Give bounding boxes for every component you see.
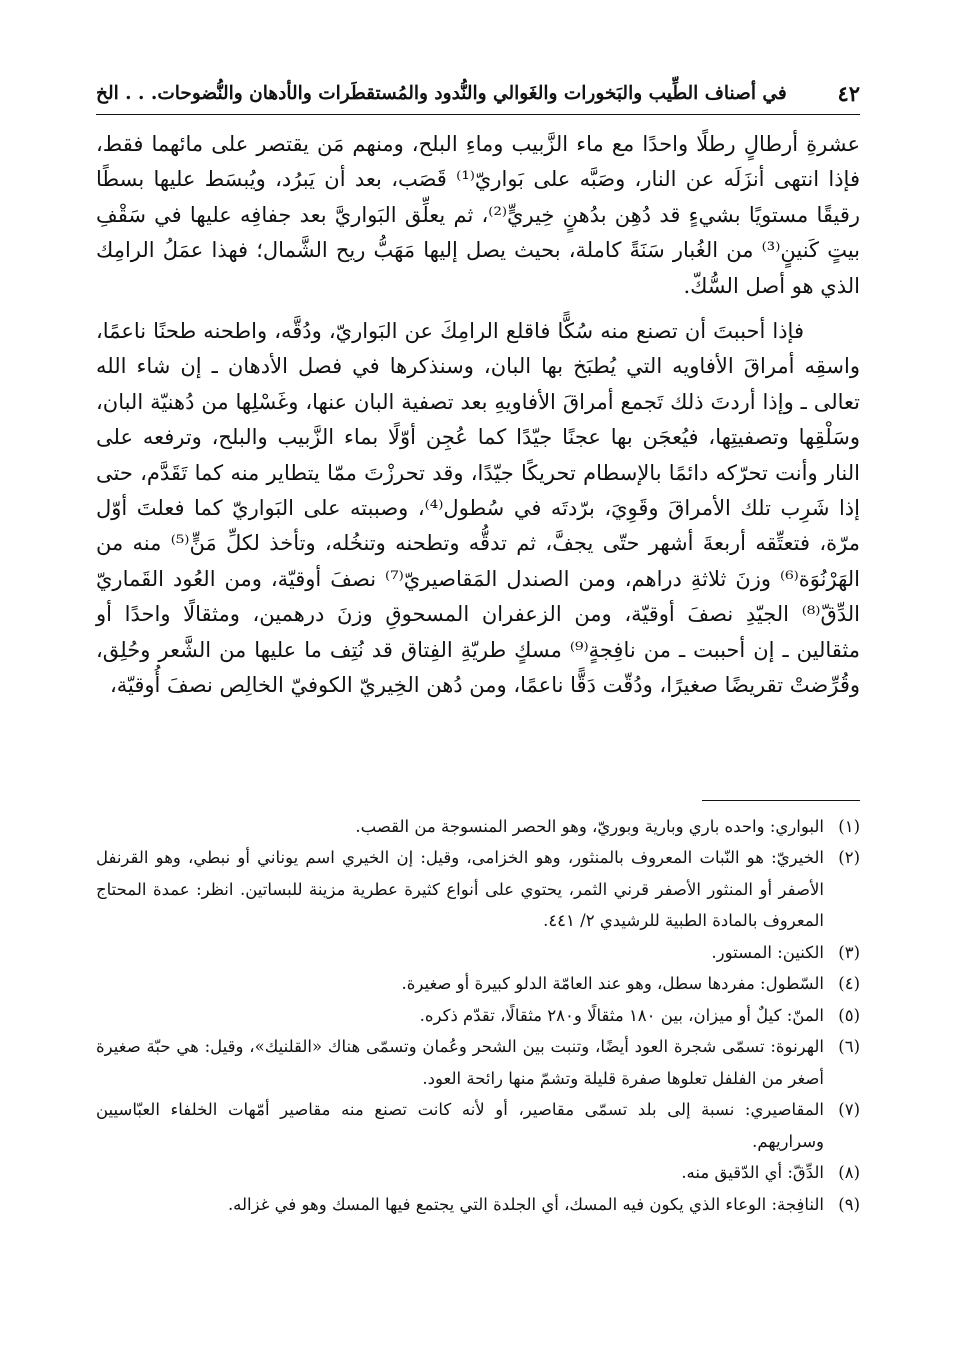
footnote-number: (٣) <box>838 942 860 962</box>
footnote <box>96 1189 860 1221</box>
footnote <box>96 937 860 969</box>
footnote-text: السّطول: مفردها سطل، وهو عند العامّة الدلو كبيرة أو صغيرة. <box>401 974 824 993</box>
footnote-text: الهرنوة: تسمّى شجرة العود أيضًا، وتنبت بين الشحر وعُمان وتسمّى هناك «القلنيك»، وقيل: هي حبّة صغيرة أصغر من الفلفل تعلوها صفرة قليلة وتشمّ منها رائحة العود. <box>96 1037 824 1088</box>
footnote <box>96 1031 860 1094</box>
footnote-number: (٩) <box>838 1194 860 1214</box>
main-text <box>96 127 860 704</box>
running-title: في أصناف الطِّيب والبَخورات والغَوالي والنُّدود والمُستقطَرات والأدهان والنُّضوحات. . . الخ <box>96 82 787 104</box>
page-number: ٤٢ <box>837 80 860 106</box>
footnote-text: الدِّقّ: أي الدّقيق منه. <box>681 1163 824 1182</box>
footnote-text: الكنين: المستور. <box>711 942 824 962</box>
footnote-number: (٤) <box>838 974 860 993</box>
book-page <box>96 72 860 1322</box>
footnote-number: (١) <box>838 816 860 836</box>
footnote-number: (٢) <box>838 848 860 867</box>
footnote <box>96 842 860 937</box>
page-header <box>96 72 860 115</box>
footnote-text: المنّ: كيلٌ أو ميزان، بين ١٨٠ مثقالًا و٢٨٠ مثقالًا، تقدّم ذكره. <box>419 1005 824 1025</box>
footnote-text: المقاصيري: نسبة إلى بلد تسمّى مقاصير، أو لأنه كانت تصنع منه مقاصير أمّهات الخلفاء العبّاسيين وسراريهم. <box>96 1100 824 1151</box>
footnote-number: (٥) <box>838 1005 860 1025</box>
footnote <box>96 1000 860 1032</box>
footnote-text: النافِجة: الوعاء الذي يكون فيه المسك، أي الجلدة التي يجتمع فيها المسك وهو في غزاله. <box>227 1194 824 1214</box>
footnote <box>96 1094 860 1157</box>
footnote-text: الخيريّ: هو النّبات المعروف بالمنثور، وهو الخزامى، وقيل: إن الخيري اسم يوناني أو نبطي، وهو القرنفل الأصفر أو المنثور الأصفر قرني الثمر، يحتوي على أنواع كثيرة عطرية مزينة للبساتين. انظر: عمدة المحتاج المعروف بالمادة الطبية للرشيدي ٢/ ٤٤١. <box>96 848 824 930</box>
footnote <box>96 811 860 843</box>
footnotes <box>96 811 860 1221</box>
paragraph: عشرةِ أرطالٍ رطلًا واحدًا مع ماء الزَّبيب وماءِ البلح، ومنهم مَن يقتصر على مائهما فقط، فإذا انتهى أنزَلَه عن النار، وصَبَّه على بَواريّ⁽¹⁾ قَصَب، بعد أن يَبرُد، ويُبسَط عليها بسطًا رقيقًا مستويًا بشيءٍ قد دُهِن بدُهنٍ خِيريٍّ⁽²⁾، ثم يعلِّق البَواريَّ بعد جفافِه عليها في سَقْفِ بيتٍ كَنينٍ⁽³⁾ من الغُبار سَنَةً كاملة، بحيث يصل إليها مَهَبُّ ريح الشَّمال؛ فهذا عمَلُ الرامِك الذي هو أصل السُّكّ. <box>96 132 860 298</box>
footnote <box>96 968 860 1000</box>
footnote <box>96 1157 860 1189</box>
footnote-text: البواري: واحده باري وبارية وبوريّ، وهو الحصر المنسوجة من القصب. <box>355 816 824 836</box>
footnote-number: (٧) <box>838 1100 860 1119</box>
footnote-number: (٦) <box>838 1037 860 1056</box>
paragraph: فإذا أحببتَ أن تصنع منه سُكًّا فاقلع الرامِكَ عن البَواريّ، ودُقَّه، واطحنه طحنًا ناعمًا، واسقِه أمراقَ الأفاويه التي يُطبَخ بها البان، وسنذكرها في فصل الأدهان ـ إن شاء الله تعالى ـ وإذا أردتَ ذلك تَجمع أمراقَ الأفاويهِ بعد تصفية البان عنها، وغَسْلِها من دُهنيّة البان، وسَلْقِها وتصفيتِها، فيُعجَن بها عجنًا جيّدًا كما عُجِن أوّلًا بماء الزَّبيب والبلح، وترفعه على النار وأنت تحرّكه دائمًا بالإسطام تحريكًا جيّدًا، وقد تحرزْتَ ممّا يتطاير منه كما تَقَدَّم، حتى إذا شَرِب تلك الأمراقَ وقَوِيَ، برّدتَه في سُطول⁽⁴⁾، وصببته على البَواريّ كما فعلتَ أوّل مرّة، فتعتِّقه أربعةَ أشهر حتّى يجفَّ، ثم تدقُّه وتطحنه وتنخُله، وتأخذ لكلِّ مَنٍّ⁽⁵⁾ منه من الهَرْنُوَة⁽⁶⁾ وزنَ ثلاثةِ دراهم، ومن الصندل المَقاصيريّ⁽⁷⁾ نصفَ أوقيّة، ومن العُود القَماريّ الدِّقّ⁽⁸⁾ الجيّدِ نصفَ أوقيّة، ومن الزعفران المسحوقِ وزنَ درهمين، ومثقالًا واحدًا أو مثقالين ـ إن أحببت ـ من نافِجةٍ⁽⁹⁾ مسكٍ طريّةِ الفِتاق قد نُتِف ما عليها من الشَّعر وحُلِق، وقُرِّضتْ تقريضًا صغيرًا، ودُقّت دَقًّا ناعمًا، ومن دُهن الخِيريّ الكوفيّ الخالِص نصفَ أُوقيّة، <box>96 319 860 698</box>
footnote-number: (٨) <box>838 1163 860 1182</box>
footnote-divider <box>702 800 860 801</box>
